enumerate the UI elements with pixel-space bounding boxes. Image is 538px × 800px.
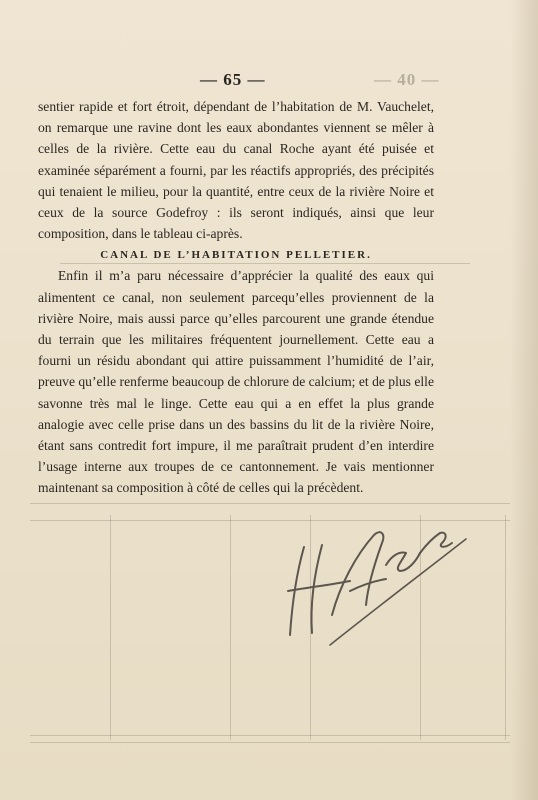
page-number: — 65 — <box>200 70 266 89</box>
page-header <box>0 70 538 90</box>
paragraph-2: Enfin il m’a paru nécessaire d’apprécier la qualité des eaux qui alimentent ce canal, non seulement parcequ’elles proviennent de la rivière Noire, mais aussi parce qu’elles parcourent une grande étendue du terrain que les militaires fréquentent journellement. Cette eau a fourni un résidu abondant qui attire puissamment l’humidité de l’air, preuve qu’elle renferme beaucoup de chlorure de calcium; et de plus elle savonne très mal le linge. Cette eau qui a en effet la plus grande analogie avec celle prise dans un des bassins du lit de la rivière Noire, étant sans contredit fort impure, il me paraîtrait prudent d’en interdire l’usage interne aux troupes de ce cantonnement. Je vais mentionner maintenant sa composition à côté de celles qui la précèdent. <box>38 268 434 496</box>
body-text <box>38 96 434 499</box>
page-edge-shadow <box>510 0 538 800</box>
section-heading: CANAL DE L’HABITATION PELLETIER. <box>100 249 372 262</box>
paragraph-1: sentier rapide et fort étroit, dépendant de l’habitation de M. Vauchelet, on remarque une ravine dont les eaux abondantes viennent se mêler à celles de la rivière. Cette eau du canal Roche ayant été puisée et examinée séparément a fourni, par les réactifs appropriés, des précipités qui tenaient le milieu, pour la quantité, entre ceux de la rivière Noire et ceux de la source Godefroy : ils seront indiqués, ainsi que leur composition, dans le tableau ci-après. <box>38 99 434 242</box>
ghost-page-number: — 40 — <box>374 70 440 89</box>
handwritten-signature <box>270 495 470 655</box>
